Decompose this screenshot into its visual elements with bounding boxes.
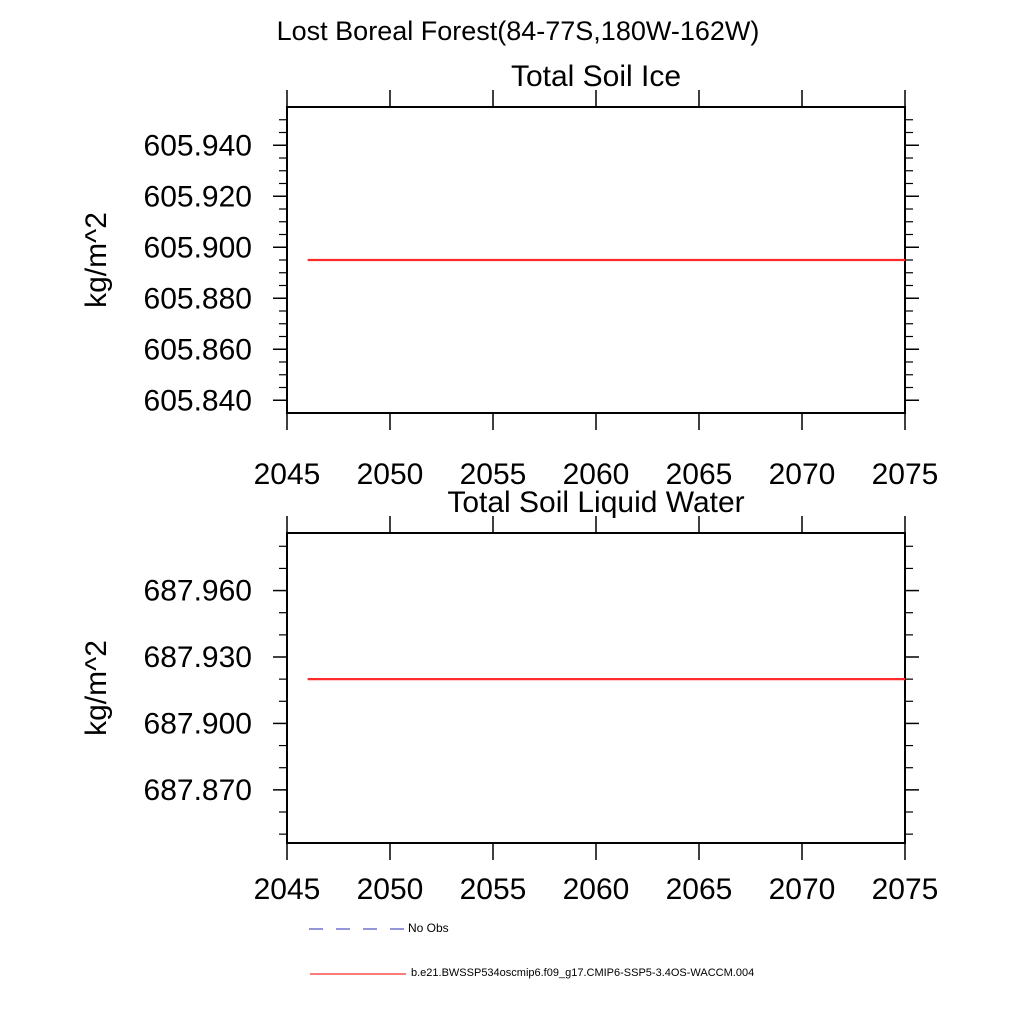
x-tick-label: 2060 — [562, 458, 630, 491]
x-tick-label: 2050 — [356, 458, 424, 491]
x-tick-label: 2055 — [459, 458, 527, 491]
y-tick-label: 605.880 — [143, 282, 252, 316]
figure-main-title: Lost Boreal Forest(84-77S,180W-162W) — [276, 16, 760, 46]
panel1-y-axis-label: kg/m^2 — [80, 212, 113, 308]
legend-label-model-run: b.e21.BWSSP534oscmip6.f09_g17.CMIP6-SSP5-3.4OS-WACCM.004 — [411, 967, 755, 979]
y-tick-label: 605.920 — [143, 180, 252, 214]
y-tick-label: 605.900 — [143, 231, 252, 265]
x-tick-label: 2050 — [356, 873, 424, 906]
panel2-y-axis-label: kg/m^2 — [80, 640, 113, 736]
x-tick-label: 2075 — [871, 873, 939, 906]
x-tick-label: 2045 — [253, 458, 321, 491]
y-tick-label: 605.840 — [143, 384, 252, 418]
x-tick-label: 2055 — [459, 873, 527, 906]
panel1-title: Total Soil Ice — [510, 60, 682, 93]
y-tick-label: 687.930 — [143, 641, 252, 674]
y-tick-label: 687.870 — [143, 773, 252, 807]
y-tick-label: 687.960 — [143, 574, 252, 608]
x-tick-label: 2045 — [253, 873, 321, 906]
panel2-title: Total Soil Liquid Water — [447, 486, 745, 519]
plot-frame — [287, 533, 905, 843]
x-tick-label: 2070 — [768, 873, 836, 906]
y-tick-label: 605.860 — [143, 333, 252, 367]
y-tick-label: 687.900 — [143, 707, 252, 741]
x-tick-label: 2060 — [562, 873, 630, 906]
x-tick-label: 2075 — [871, 458, 939, 491]
legend-label-no-obs: No Obs — [408, 921, 449, 935]
x-tick-label: 2070 — [768, 458, 836, 491]
y-tick-label: 605.940 — [143, 129, 252, 163]
x-tick-label: 2065 — [665, 458, 733, 491]
x-tick-label: 2065 — [665, 873, 733, 906]
